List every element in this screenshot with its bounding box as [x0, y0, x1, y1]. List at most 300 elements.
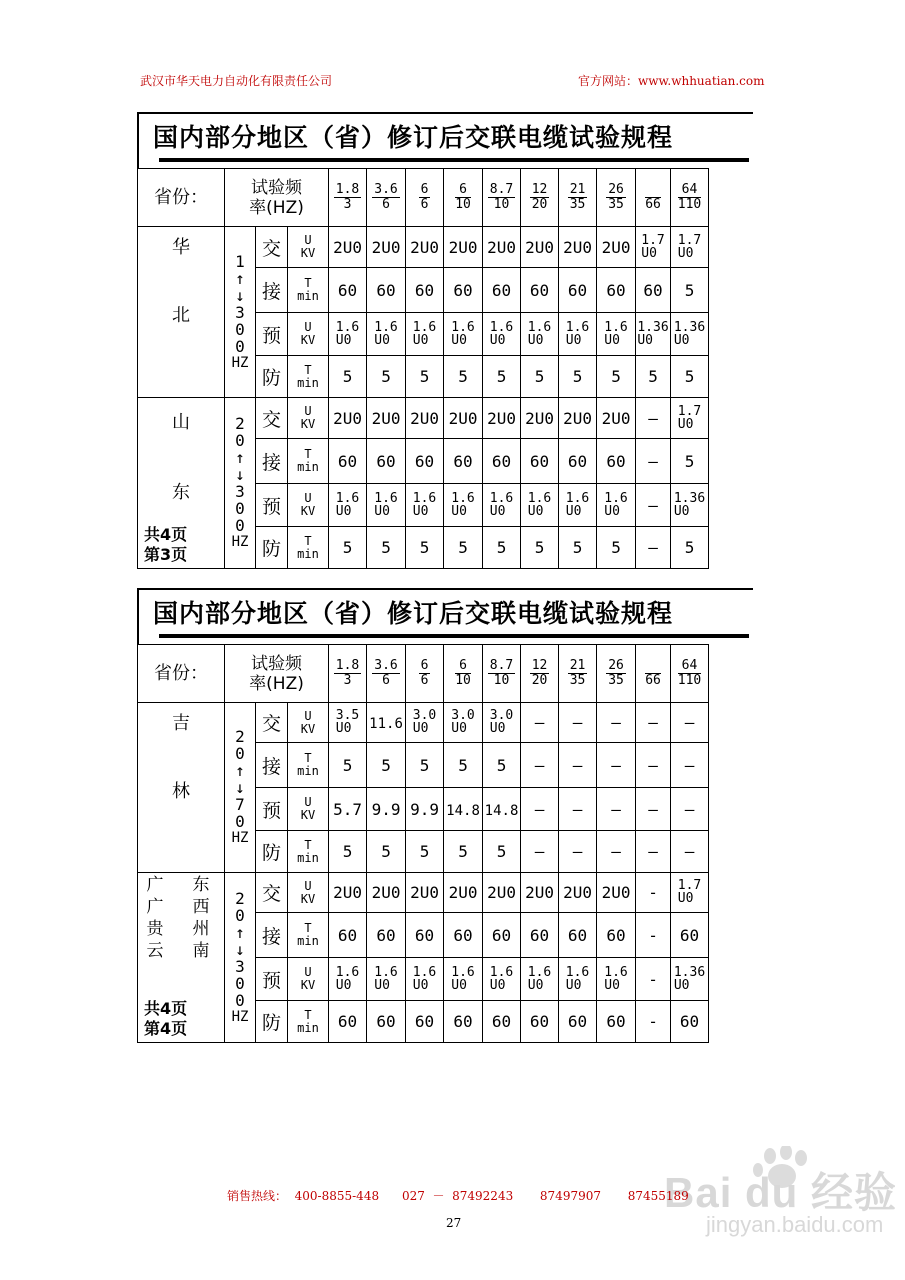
voltage-fraction — [530, 183, 550, 212]
value-cell — [671, 958, 709, 1001]
value-text: 5 — [458, 755, 468, 775]
value-cell — [671, 268, 709, 313]
value-text: 60 — [606, 1012, 626, 1031]
value-text: 1.6 U0 — [527, 490, 552, 519]
voltage-fraction — [419, 659, 431, 688]
value-cell — [559, 1001, 597, 1043]
voltage-denominator: 10 — [493, 673, 510, 688]
value-cell — [521, 356, 559, 398]
value-text: — — [534, 755, 545, 775]
voltage-denominator: 35 — [569, 197, 586, 212]
frequency-range-char: ↑ — [235, 448, 245, 467]
value-text: 1.6 U0 — [489, 319, 514, 348]
value-text: 1.36 U0 — [673, 964, 706, 993]
frequency-range-char: HZ — [231, 534, 249, 550]
value-text: 2U0 — [410, 883, 439, 902]
value-cell — [406, 484, 444, 527]
value-text: 60 — [337, 1012, 358, 1031]
voltage-denominator: 20 — [531, 197, 548, 212]
page-note-line: 共4页 — [144, 999, 188, 1018]
voltage-numerator: 6 — [420, 182, 429, 197]
value-cell — [671, 831, 709, 873]
voltage-class-header — [444, 169, 483, 227]
value-cell — [597, 356, 636, 398]
value-cell — [329, 873, 367, 913]
value-text: 2U0 — [601, 408, 631, 428]
frequency-range-cell — [225, 873, 256, 1043]
province-name: 贵 州 — [146, 919, 216, 939]
voltage-numerator: 3.6 — [374, 658, 398, 673]
unit-bottom: min — [297, 460, 319, 474]
value-cell — [597, 439, 636, 484]
voltage-class-header — [597, 169, 636, 227]
value-cell — [521, 703, 559, 743]
value-cell — [521, 743, 559, 788]
unit-bottom: min — [297, 934, 319, 948]
unit-bottom: KV — [300, 504, 316, 518]
value-cell — [636, 958, 671, 1001]
unit-bottom: KV — [300, 333, 316, 347]
value-text: 5 — [572, 367, 583, 386]
value-cell — [521, 788, 559, 831]
value-text: — — [611, 755, 621, 775]
value-text: 60 — [337, 925, 358, 945]
unit-cell — [288, 527, 329, 569]
voltage-denominator: 10 — [455, 673, 471, 688]
value-cell — [559, 788, 597, 831]
value-text: 60 — [529, 451, 550, 471]
voltage-numerator: 26 — [608, 182, 624, 197]
frequency-range-char: HZ — [231, 354, 249, 371]
unit-cell — [288, 439, 329, 484]
value-text: 1.6 U0 — [565, 964, 590, 993]
test-type-char: 交 — [256, 227, 288, 268]
voltage-fraction — [568, 659, 588, 688]
voltage-numerator: 64 — [678, 183, 701, 198]
value-text: 60 — [491, 925, 512, 945]
value-cell — [671, 313, 709, 356]
voltage-class-header — [636, 645, 671, 703]
value-text: — — [648, 538, 658, 557]
unit-top: U — [304, 795, 312, 809]
value-text: — — [534, 713, 545, 732]
voltage-numerator: 1.8 — [335, 658, 360, 673]
value-text: — — [611, 799, 621, 819]
unit-cell — [288, 913, 329, 958]
value-text: 2U0 — [487, 408, 516, 428]
value-text: — — [648, 713, 658, 732]
value-cell — [671, 703, 709, 743]
value-text: — — [648, 842, 658, 861]
voltage-numerator — [645, 659, 661, 674]
voltage-denominator: 35 — [608, 197, 624, 212]
test-type-char: 预 — [256, 313, 288, 356]
value-cell — [597, 703, 636, 743]
frequency-range-char: 0 — [235, 319, 245, 339]
value-cell — [444, 1001, 483, 1043]
voltage-fraction — [606, 659, 626, 688]
value-text: 60 — [567, 280, 588, 300]
value-text: 5 — [572, 538, 583, 557]
value-cell — [597, 913, 636, 958]
voltage-numerator: 8.7 — [489, 658, 514, 673]
unit-top: T — [304, 533, 312, 548]
value-cell — [444, 268, 483, 313]
frequency-range-char: 7 — [235, 795, 245, 814]
value-text: 5 — [534, 367, 545, 386]
value-text: 2U0 — [410, 237, 439, 257]
value-cell — [597, 484, 636, 527]
province-name: 林 — [172, 781, 190, 802]
frequency-range-char: 2 — [235, 414, 245, 433]
value-text: 2U0 — [563, 237, 592, 257]
value-text: 1.6 U0 — [412, 964, 437, 993]
value-cell — [636, 788, 671, 831]
unit-bottom: KV — [300, 721, 316, 736]
value-text: 9.9 — [371, 799, 401, 819]
value-cell — [367, 484, 406, 527]
value-cell — [671, 527, 709, 569]
value-cell — [559, 484, 597, 527]
value-cell — [521, 268, 559, 313]
voltage-fraction — [455, 659, 471, 688]
value-cell — [559, 439, 597, 484]
value-cell — [559, 268, 597, 313]
value-cell — [559, 703, 597, 743]
voltage-fraction — [678, 659, 701, 688]
value-cell — [636, 913, 671, 958]
voltage-fraction — [530, 659, 550, 688]
value-cell — [559, 527, 597, 569]
value-text: 5 — [496, 755, 507, 775]
unit-top: T — [304, 276, 312, 290]
value-text: 1.6 U0 — [335, 964, 360, 993]
value-cell — [406, 1001, 444, 1043]
frequency-range-char: 0 — [235, 973, 245, 993]
value-cell — [636, 873, 671, 913]
unit-cell — [288, 1001, 329, 1043]
value-text: 2U0 — [410, 408, 439, 428]
value-cell — [329, 1001, 367, 1043]
value-text: 3.5 U0 — [335, 708, 360, 736]
value-cell — [406, 313, 444, 356]
value-cell — [521, 958, 559, 1001]
value-cell — [367, 873, 406, 913]
value-text: 60 — [376, 1012, 396, 1031]
voltage-numerator: 12 — [531, 182, 548, 197]
value-cell — [483, 227, 521, 268]
value-text: - — [648, 1012, 658, 1031]
value-cell — [636, 227, 671, 268]
value-text: 60 — [529, 280, 550, 300]
unit-top: T — [304, 837, 312, 852]
value-text: 60 — [606, 925, 626, 945]
value-text: 60 — [337, 280, 358, 300]
voltage-fraction — [334, 659, 361, 688]
province-name: 云 南 — [146, 941, 216, 961]
value-text: 5 — [419, 538, 430, 557]
voltage-class-header — [367, 169, 406, 227]
value-cell — [597, 958, 636, 1001]
table-title-bar — [137, 588, 753, 644]
value-text: 5 — [342, 367, 353, 386]
value-cell — [597, 313, 636, 356]
value-cell — [367, 913, 406, 958]
unit-cell — [288, 743, 329, 788]
voltage-denominator: 3 — [343, 673, 352, 688]
frequency-range-char: 3 — [235, 956, 245, 976]
value-cell — [329, 439, 367, 484]
value-text: 2U0 — [333, 408, 362, 428]
value-cell — [559, 873, 597, 913]
voltage-class-header — [521, 645, 559, 703]
value-cell — [367, 356, 406, 398]
province-cell — [138, 873, 225, 1043]
value-text: 5 — [381, 755, 391, 775]
voltage-fraction — [645, 183, 661, 212]
value-text: 5 — [496, 538, 507, 557]
value-text: 1.6 U0 — [451, 319, 475, 348]
value-text: 1.6 U0 — [565, 319, 590, 348]
value-cell — [406, 873, 444, 913]
unit-top: T — [304, 1007, 312, 1022]
value-text: 1.6 U0 — [527, 964, 552, 993]
value-cell — [597, 1001, 636, 1043]
voltage-numerator: 21 — [569, 182, 586, 197]
value-text: - — [648, 925, 658, 945]
voltage-fraction — [568, 183, 588, 212]
value-cell — [521, 527, 559, 569]
unit-top: U — [304, 878, 312, 893]
province-names — [138, 398, 224, 565]
voltage-fraction — [419, 183, 431, 212]
page-note-line: 共4页 — [144, 525, 188, 544]
value-cell — [636, 356, 671, 398]
value-text: 2U0 — [525, 883, 554, 902]
value-text: 1.6 U0 — [374, 319, 398, 348]
value-cell — [521, 1001, 559, 1043]
value-text: 5 — [458, 842, 468, 861]
table-title-bar — [137, 112, 753, 168]
value-cell — [406, 268, 444, 313]
frequency-range-char: ↓ — [235, 465, 245, 484]
voltage-numerator — [645, 183, 661, 198]
value-text: 1.6 U0 — [604, 319, 628, 348]
value-text: 60 — [453, 451, 473, 471]
value-text: 60 — [491, 451, 512, 471]
value-text: 2U0 — [487, 237, 516, 257]
voltage-fraction — [334, 183, 361, 212]
value-cell — [367, 527, 406, 569]
value-cell — [367, 1001, 406, 1043]
voltage-denominator: 10 — [493, 197, 510, 212]
voltage-numerator: 21 — [569, 658, 586, 673]
value-cell — [521, 398, 559, 439]
value-text: 2U0 — [525, 237, 554, 257]
value-cell — [521, 484, 559, 527]
value-text: 60 — [337, 451, 358, 471]
voltage-class-header — [483, 169, 521, 227]
value-text: 14.8 — [446, 802, 480, 819]
value-cell — [636, 484, 671, 527]
value-cell — [483, 484, 521, 527]
value-cell — [444, 527, 483, 569]
value-text: 60 — [679, 1012, 700, 1031]
value-cell — [597, 788, 636, 831]
voltage-class-header — [329, 169, 367, 227]
value-cell — [444, 227, 483, 268]
value-cell — [406, 958, 444, 1001]
value-text: 60 — [606, 280, 626, 300]
voltage-denominator: 110 — [677, 197, 702, 212]
test-type-char: 接 — [256, 743, 288, 788]
unit-bottom: KV — [300, 891, 316, 906]
unit-cell — [288, 356, 329, 398]
value-text: 1.6 U0 — [335, 319, 360, 348]
value-cell — [329, 743, 367, 788]
test-type-char: 预 — [256, 484, 288, 527]
value-cell — [671, 743, 709, 788]
value-cell — [406, 788, 444, 831]
value-cell — [597, 873, 636, 913]
value-text: 9.9 — [410, 799, 439, 819]
value-text: 2U0 — [448, 408, 478, 428]
frequency-range-char: 0 — [235, 744, 245, 763]
value-cell — [597, 743, 636, 788]
voltage-class-header — [671, 645, 709, 703]
voltage-class-header — [559, 645, 597, 703]
value-text: 5 — [419, 367, 430, 386]
value-text: 2U0 — [333, 237, 362, 257]
baidu-watermark: Bai du 经验 — [664, 1169, 898, 1216]
value-cell — [521, 873, 559, 913]
company-name: 武汉市华天电力自动化有限责任公司 — [140, 74, 333, 88]
province-names — [138, 703, 224, 869]
frequency-label-line: 率(HZ) — [249, 197, 304, 218]
value-text: 1.6 U0 — [527, 319, 552, 348]
value-text: 60 — [414, 925, 435, 945]
frequency-range-char: 3 — [235, 302, 245, 322]
voltage-class-header — [406, 645, 444, 703]
province-label: 省份： — [154, 662, 208, 684]
value-cell — [406, 398, 444, 439]
value-cell — [444, 398, 483, 439]
value-cell — [367, 788, 406, 831]
value-cell — [521, 913, 559, 958]
value-cell — [559, 958, 597, 1001]
unit-top: T — [304, 362, 312, 377]
value-cell — [671, 788, 709, 831]
voltage-fraction — [372, 659, 399, 688]
value-text: 5 — [419, 842, 430, 861]
value-text: 1.6 U0 — [335, 490, 360, 519]
sales-hotline: 销售热线： 400-8855-448 027 － 87492243 87497907 87455189 — [227, 1189, 689, 1203]
value-text: — — [648, 495, 658, 515]
frequency-range-char: 0 — [235, 499, 245, 518]
unit-top: U — [304, 233, 312, 247]
value-text: 60 — [567, 1012, 588, 1031]
value-cell — [329, 268, 367, 313]
voltage-class-header — [636, 169, 671, 227]
voltage-denominator: 35 — [569, 673, 586, 688]
value-text: 14.8 — [484, 802, 519, 819]
frequency-range-char: 0 — [235, 431, 245, 450]
province-header — [138, 169, 225, 227]
test-type-char: 接 — [256, 913, 288, 958]
title-underline — [159, 634, 749, 638]
value-cell — [636, 439, 671, 484]
test-type-char: 交 — [256, 873, 288, 913]
frequency-range-char: 0 — [235, 516, 245, 535]
province-names — [138, 227, 224, 394]
voltage-fraction — [488, 183, 515, 212]
value-text: 60 — [414, 1012, 435, 1031]
value-cell — [671, 484, 709, 527]
value-cell — [483, 958, 521, 1001]
frequency-range-char: ↑ — [235, 761, 245, 780]
value-cell — [636, 398, 671, 439]
frequency-range-char: ↑ — [235, 268, 245, 288]
value-text: 60 — [567, 925, 588, 945]
test-type-char: 接 — [256, 439, 288, 484]
voltage-denominator: 10 — [455, 197, 471, 212]
unit-bottom: min — [297, 850, 319, 865]
voltage-denominator: 6 — [382, 673, 390, 688]
unit-top: U — [304, 708, 312, 723]
unit-bottom: min — [297, 375, 319, 390]
value-text: 11.6 — [369, 716, 403, 732]
value-cell — [444, 313, 483, 356]
value-text: 1.6 U0 — [374, 964, 398, 993]
value-text: 5 — [684, 280, 695, 300]
value-text: 2U0 — [333, 883, 362, 902]
frequency-range-char: 3 — [235, 482, 245, 501]
value-cell — [406, 743, 444, 788]
value-text: 60 — [529, 1012, 550, 1031]
regulation-table — [137, 644, 709, 1043]
value-text: - — [648, 883, 658, 902]
value-cell — [444, 439, 483, 484]
unit-top: U — [304, 965, 312, 979]
value-text: — — [684, 842, 695, 861]
value-cell — [597, 268, 636, 313]
unit-cell — [288, 227, 329, 268]
voltage-denominator: 66 — [645, 197, 661, 212]
unit-bottom: KV — [300, 417, 316, 431]
value-cell — [521, 227, 559, 268]
value-cell — [444, 484, 483, 527]
table-title: 国内部分地区（省）修订后交联电缆试验规程 — [153, 599, 674, 628]
value-cell — [483, 788, 521, 831]
value-cell — [597, 398, 636, 439]
province-name: 东 — [172, 482, 190, 503]
value-cell — [483, 703, 521, 743]
value-cell — [521, 831, 559, 873]
value-cell — [483, 913, 521, 958]
value-text: — — [572, 842, 583, 861]
test-type-char: 接 — [256, 268, 288, 313]
test-type-char: 防 — [256, 356, 288, 398]
value-cell — [367, 831, 406, 873]
voltage-class-header — [406, 169, 444, 227]
value-text: 1.6 U0 — [412, 490, 437, 519]
voltage-denominator: 20 — [531, 673, 548, 688]
frequency-range-char: ↑ — [235, 922, 245, 942]
frequency-range-char: 2 — [235, 727, 245, 746]
value-text: 2U0 — [525, 408, 554, 428]
value-text: 1.6 U0 — [451, 490, 475, 519]
value-cell — [329, 484, 367, 527]
